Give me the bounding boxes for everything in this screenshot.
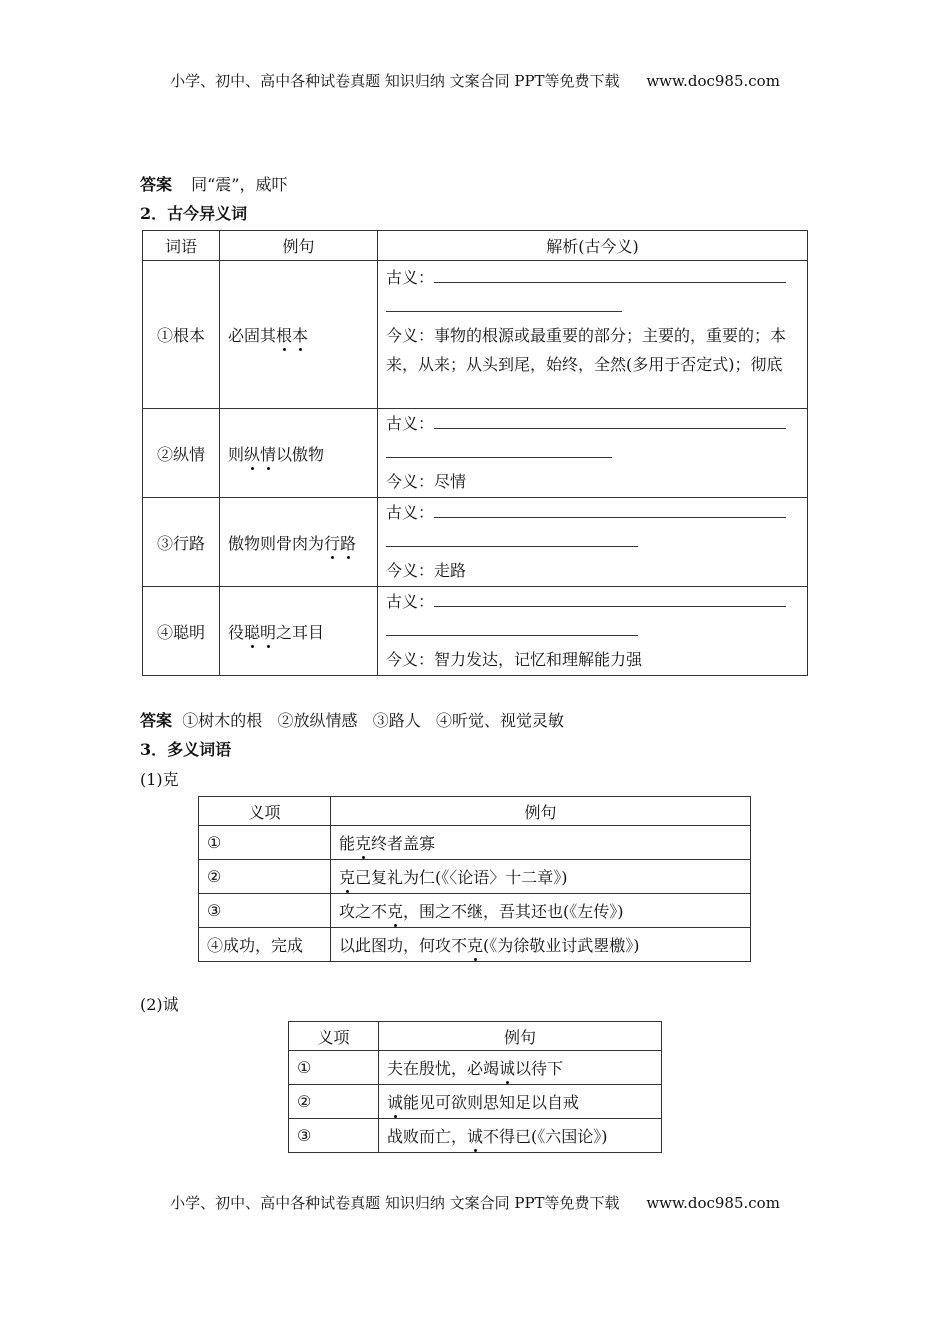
meaning-cell: ④成功，完成 <box>199 928 331 962</box>
example-dotted: 情 <box>260 444 277 464</box>
example-dotted: 诚 <box>387 1093 404 1112</box>
example-cell <box>220 409 378 498</box>
example-cell <box>379 1051 662 1085</box>
blank-line <box>434 414 786 429</box>
blank-line <box>386 532 638 547</box>
example-cell <box>220 587 378 676</box>
meaning-cell: ① <box>289 1051 379 1085</box>
blank-line <box>434 503 786 518</box>
example-cell <box>331 894 751 928</box>
table-header-row <box>199 797 751 826</box>
example-dotted: 纵 <box>244 444 261 464</box>
table-row <box>289 1051 662 1085</box>
subsection-cheng-title: (2)诚 <box>140 995 179 1014</box>
table-row <box>199 826 751 860</box>
table-row <box>289 1119 662 1153</box>
page-header <box>0 70 950 91</box>
example-post: 以傲物 <box>276 444 325 464</box>
example-dotted: 明 <box>260 622 277 642</box>
jin-text: 走路 <box>434 561 467 580</box>
col-header-meaning: 义项 <box>289 1022 379 1051</box>
meaning-cell: ② <box>289 1085 379 1119</box>
table-header-row <box>289 1022 662 1051</box>
gujin-table <box>142 230 808 676</box>
example-dotted: 路 <box>340 533 357 553</box>
section-3-title: 3．多义词语 <box>140 740 232 759</box>
answer-2 <box>140 708 564 731</box>
jin-label: 今义： <box>386 650 435 669</box>
cheng-table <box>288 1021 662 1153</box>
page-footer <box>0 1192 950 1213</box>
table-row <box>199 928 751 962</box>
example-cell <box>331 860 751 894</box>
header-site: www.doc985.com <box>646 72 780 90</box>
gu-label: 古义： <box>386 503 435 522</box>
example-cell <box>379 1119 662 1153</box>
col-header-example: 例句 <box>220 231 378 261</box>
table-row <box>289 1085 662 1119</box>
example-cell <box>220 261 378 409</box>
example-post: 己复礼为仁(《〈论语〉十二章》) <box>355 868 568 887</box>
word-cell: ①根本 <box>143 261 220 409</box>
answer-text: ①树木的根 ②放纵情感 ③路人 ④听觉、视觉灵敏 <box>182 711 564 730</box>
example-pre: 傲物则骨肉为 <box>228 533 325 553</box>
example-post: ，围之不继，吾其还也(《左传》) <box>403 902 624 921</box>
example-post: 不得已(《六国论》) <box>483 1127 608 1146</box>
word-cell: ④聪明 <box>143 587 220 676</box>
meaning-cell: ① <box>199 826 331 860</box>
table-row <box>143 409 808 498</box>
jin-label: 今义： <box>386 561 435 580</box>
example-dotted: 克 <box>339 868 356 887</box>
table-row <box>143 587 808 676</box>
col-header-meaning: 义项 <box>199 797 331 826</box>
col-header-example: 例句 <box>379 1022 662 1051</box>
answer-label: 答案 <box>140 711 173 730</box>
table-row <box>143 261 808 409</box>
example-dotted: 本 <box>292 326 309 345</box>
answer-label: 答案 <box>140 175 173 194</box>
blank-line <box>386 443 612 458</box>
example-dotted: 行 <box>324 533 341 553</box>
example-dotted: 克 <box>355 834 372 853</box>
example-cell <box>331 826 751 860</box>
header-text: 小学、初中、高中各种试卷真题 知识归纳 文案合同 PPT等免费下载 <box>170 72 620 90</box>
example-pre: 役 <box>228 622 245 642</box>
blank-line <box>434 592 786 607</box>
word-cell: ③行路 <box>143 498 220 587</box>
footer-site: www.doc985.com <box>646 1194 780 1212</box>
jin-text: 事物的根源或最重要的部分；主要的，重要的；本来，从来；从头到尾，始终，全然(多用于否定式)；彻底 <box>386 326 787 374</box>
table-row <box>143 498 808 587</box>
example-cell <box>379 1085 662 1119</box>
example-dotted: 诚 <box>467 1127 484 1146</box>
table-header-row <box>143 231 808 261</box>
ke-table <box>198 796 751 962</box>
example-pre: 夫在殷忧，必竭 <box>387 1059 500 1078</box>
answer-text: 同“震”，威吓 <box>191 175 288 194</box>
meaning-cell: ③ <box>289 1119 379 1153</box>
example-post: 能见可欲则思知足以自戒 <box>403 1093 580 1112</box>
example-pre: 必固其 <box>228 326 277 345</box>
example-post: 之耳目 <box>276 622 325 642</box>
analysis-cell <box>378 587 808 676</box>
subsection-ke-title: (1)克 <box>140 770 179 789</box>
jin-label: 今义： <box>386 472 435 491</box>
jin-text: 智力发达，记忆和理解能力强 <box>434 650 643 669</box>
col-header-example: 例句 <box>331 797 751 826</box>
example-dotted: 根 <box>276 326 293 345</box>
example-dotted: 克 <box>467 936 484 955</box>
analysis-cell <box>378 498 808 587</box>
footer-text: 小学、初中、高中各种试卷真题 知识归纳 文案合同 PPT等免费下载 <box>170 1194 620 1212</box>
blank-line <box>434 268 786 283</box>
example-cell <box>220 498 378 587</box>
analysis-cell <box>378 409 808 498</box>
example-pre: 战败而亡， <box>387 1127 468 1146</box>
answer-1 <box>140 172 287 195</box>
gu-label: 古义： <box>386 268 435 287</box>
table-row <box>199 894 751 928</box>
col-header-analysis: 解析(古今义) <box>378 231 808 261</box>
blank-line <box>386 621 638 636</box>
example-dotted: 聪 <box>244 622 261 642</box>
meaning-cell: ③ <box>199 894 331 928</box>
analysis-cell <box>378 261 808 409</box>
table-row <box>199 860 751 894</box>
example-post: 终者盖寡 <box>371 834 436 853</box>
example-pre: 以此图功，何攻不 <box>339 936 468 955</box>
example-pre: 则 <box>228 444 245 464</box>
example-dotted: 诚 <box>499 1059 516 1078</box>
gu-label: 古义： <box>386 414 435 433</box>
example-post: (《为徐敬业讨武瞾檄》) <box>483 936 640 955</box>
example-pre: 攻之不 <box>339 902 388 921</box>
example-dotted: 克 <box>387 902 404 921</box>
example-pre: 能 <box>339 834 356 853</box>
word-cell: ②纵情 <box>143 409 220 498</box>
meaning-cell: ② <box>199 860 331 894</box>
col-header-word: 词语 <box>143 231 220 261</box>
blank-line <box>386 297 622 312</box>
jin-label: 今义： <box>386 326 435 345</box>
example-post: 以待下 <box>515 1059 564 1078</box>
gu-label: 古义： <box>386 592 435 611</box>
jin-text: 尽情 <box>434 472 467 491</box>
section-2-title: 2．古今异义词 <box>140 204 248 223</box>
example-cell <box>331 928 751 962</box>
